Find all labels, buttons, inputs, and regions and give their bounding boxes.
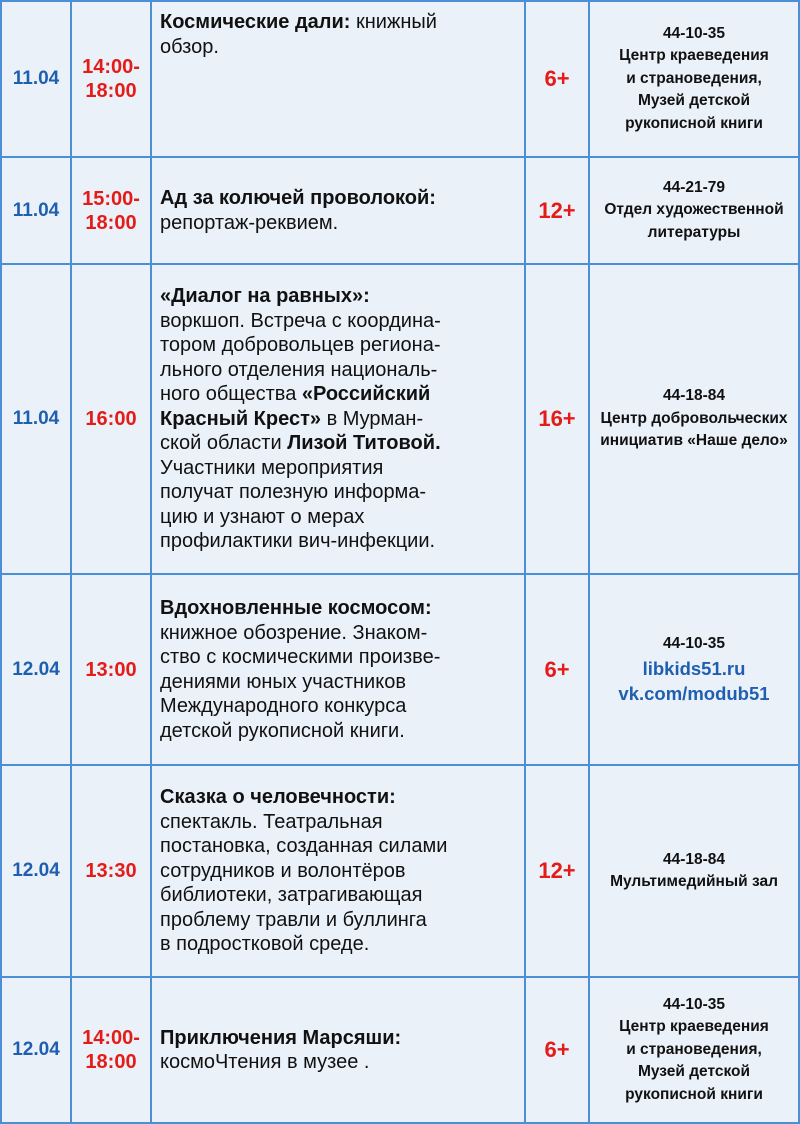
table-row [1, 1, 799, 157]
phone-number: 44-10-35 [662, 635, 726, 653]
age-rating: 16+ [525, 264, 589, 574]
table-row [1, 157, 799, 264]
table-row [1, 574, 799, 765]
event-contact [589, 574, 799, 765]
table-row [1, 977, 799, 1123]
event-title: Приключения Марсяши: [160, 1026, 402, 1049]
phone-number: 44-21-79 [662, 178, 726, 196]
age-rating: 6+ [525, 574, 589, 765]
event-date: 12.04 [1, 574, 71, 765]
event-contact: 44-18-84 Центр добровольческих инициатив «Наше дело» [589, 264, 799, 574]
event-date: 11.04 [1, 264, 71, 574]
table-row [1, 264, 799, 574]
event-date: 12.04 [1, 765, 71, 977]
event-contact: 44-10-35 Центр краеведения и страноведения, Музей детской рукописной книги [589, 977, 799, 1123]
event-contact: 44-21-79 Отдел художественной литературы [589, 157, 799, 264]
event-title: «Диалог на равных»: [160, 285, 370, 308]
table-row [1, 765, 799, 977]
event-description: Вдохновленные космосом: книжное обозрение. Знаком- ство с космическими произве- дениями юных участников Международного конкурса детской рукописной книги. [151, 574, 525, 765]
event-description: Сказка о человечности: спектакль. Театральная постановка, созданная силами сотрудников и волонтёров библиотеки, затрагивающая проблему травли и буллинга в подростковой среде. [151, 765, 525, 977]
event-description: «Диалог на равных»: воркшоп. Встреча с координа- тором добровольцев регионa- льного отделения националь- ного общества «Российский Красный Крест» в Мурман- ской области Лизой Титовой. Участники мероприятия получат полезную информа- цию и узнают о мерах профилактики вич-инфекции. [151, 264, 525, 574]
event-title: Космические дали: [160, 11, 351, 33]
phone-number: 44-18-84 [662, 850, 726, 868]
website-link[interactable]: libkids51.ru [642, 657, 746, 679]
event-contact: 44-18-84 Мультимедийный зал [589, 765, 799, 977]
age-rating: 12+ [525, 765, 589, 977]
event-description: Космические дали: книжный обзор. [151, 1, 525, 157]
event-title: Вдохновленные космосом: [160, 597, 432, 619]
event-date: 11.04 [1, 157, 71, 264]
phone-number: 44-10-35 [662, 995, 726, 1013]
event-contact: 44-10-35 Центр краеведения и страноведения, Музей детской рукописной книги [589, 1, 799, 157]
event-date: 11.04 [1, 1, 71, 157]
vk-link[interactable]: vk.com/modub51 [618, 682, 770, 704]
age-rating: 6+ [525, 1, 589, 157]
age-rating: 6+ [525, 977, 589, 1123]
event-date: 12.04 [1, 977, 71, 1123]
event-description: Ад за колючей проволокой: репортаж-реквием. [151, 157, 525, 264]
event-time: 13:00 [71, 574, 151, 765]
event-time: 16:00 [71, 264, 151, 574]
event-description: Приключения Марсяши: космоЧтения в музее . [151, 977, 525, 1123]
event-time: 14:00- 18:00 [71, 977, 151, 1123]
event-time: 13:30 [71, 765, 151, 977]
event-time: 15:00- 18:00 [71, 157, 151, 264]
phone-number: 44-10-35 [662, 24, 726, 42]
age-rating: 12+ [525, 157, 589, 264]
event-title: Ад за колючей проволокой: [160, 187, 436, 209]
phone-number: 44-18-84 [662, 387, 726, 405]
event-title: Сказка о человечности: [160, 786, 396, 809]
event-time: 14:00- 18:00 [71, 1, 151, 157]
